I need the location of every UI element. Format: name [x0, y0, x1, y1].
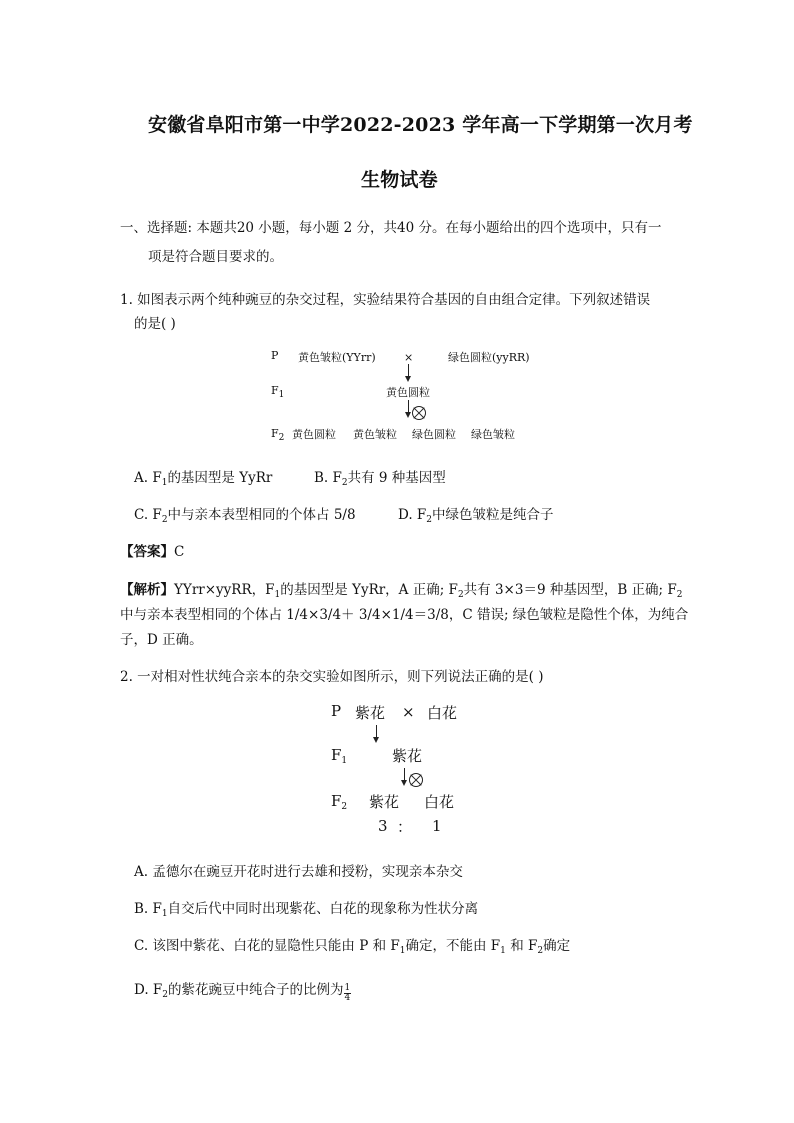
- q1-f2-phenotype-4: 绿色皱粒: [471, 428, 515, 441]
- q2-p-label: P: [331, 702, 342, 720]
- q1-option-d: D. $F_2$中绿色皱粒是纯合子: [398, 507, 554, 525]
- page-subtitle: 生物试卷: [361, 169, 438, 191]
- page-title: 安徽省阜阳市第一中学2022-2023 学年高一下学期第一次月考: [148, 114, 693, 136]
- q1-f1-label: $F_1$: [271, 384, 285, 400]
- q2-option-d: D. $F_2$的紫花豌豆中纯合子的比例为 $\frac{1}{4}$: [134, 982, 351, 1003]
- q1-stem-line2: 的是( ): [134, 316, 176, 332]
- q2-f1-label: $F_1$: [331, 746, 348, 766]
- q1-cross-symbol: ×: [404, 351, 414, 364]
- q1-stem-line1: 1. 如图表示两个纯种豌豆的杂交过程，实验结果符合基因的自由组合定律。下列叙述错误: [120, 292, 651, 308]
- q1-f1-phenotype: 黄色圆粒: [386, 386, 430, 399]
- q1-arrow-head-1: [405, 376, 411, 382]
- q1-arrow-head-2: [405, 412, 411, 418]
- q2-stem: 2. 一对相对性状纯合亲本的杂交实验如图所示，则下列说法正确的是( ): [120, 669, 544, 685]
- q2-f1-phenotype: 紫花: [392, 747, 423, 765]
- q1-analysis-line3: 子，D 正确。: [120, 632, 203, 648]
- q2-option-a: A. 孟德尔在豌豆开花时进行去雄和授粉，实现亲本杂交: [134, 864, 463, 880]
- q2-ratio-colon: ：: [397, 818, 413, 836]
- q1-option-b: B. $F_2$共有 9 种基因型: [314, 470, 446, 488]
- q1-analysis-line1: 【解析】YYrr×yyRR，$F_1$的基因型是 YyRr，A 正确; $F_2$共有 3×3＝9 种基因型，B 正确; $F_2$: [120, 582, 683, 600]
- q1-p-label: P: [271, 349, 279, 362]
- q1-f2-phenotype-2: 黄色皱粒: [353, 428, 397, 441]
- q1-f2-phenotype-3: 绿色圆粒: [412, 428, 456, 441]
- q2-arrow-head-1: [373, 737, 379, 743]
- q1-analysis-line2: 中与亲本表型相同的个体占 1/4×3/4＋ 3/4×1/4＝3/8，C 错误; 绿色皱粒是隐性个体，为纯合: [120, 607, 689, 623]
- q1-parent2: 绿色圆粒(yyRR): [448, 351, 530, 364]
- section-instructions-line1: 一、选择题: 本题共20 小题，每小题 2 分，共40 分。在每小题给出的四个选项中，只有一: [120, 220, 662, 236]
- q1-f2-label: $F_2$: [271, 427, 285, 443]
- q2-f2-phenotype-1: 紫花: [369, 793, 400, 811]
- q2-option-d-fraction: $\frac{1}{4}$: [344, 983, 351, 1003]
- q2-f2-label: $F_2$: [331, 792, 348, 812]
- q1-selfing-icon: [412, 404, 426, 423]
- q2-option-c: C. 该图中紫花、白花的显隐性只能由 P 和 $F_1$确定，不能由 $F_1$ 和 $F_2$确定: [134, 938, 571, 956]
- section-instructions-line2: 项是符合题目要求的。: [148, 249, 283, 265]
- q2-selfing-icon: [409, 771, 423, 790]
- q2-ratio-right: 1: [432, 817, 442, 835]
- q2-f2-phenotype-2: 白花: [424, 793, 455, 811]
- q2-ratio-left: 3: [378, 817, 388, 835]
- q1-parent1: 黄色皱粒(YYrr): [298, 351, 376, 364]
- q2-parent1: 紫花: [355, 704, 386, 722]
- q1-f2-phenotype-1: 黄色圆粒: [292, 428, 336, 441]
- q2-parent2: 白花: [427, 704, 458, 722]
- q1-answer: 【答案】C: [120, 544, 185, 560]
- q1-option-c: C. $F_2$中与亲本表型相同的个体占 5/8: [134, 507, 356, 525]
- q2-option-b: B. $F_1$自交后代中同时出现紫花、白花的现象称为性状分离: [134, 901, 479, 919]
- q2-cross-symbol: ×: [402, 703, 415, 721]
- q2-arrow-head-2: [401, 780, 407, 786]
- q1-option-a: A. $F_1$的基因型是 YyRr: [134, 470, 273, 488]
